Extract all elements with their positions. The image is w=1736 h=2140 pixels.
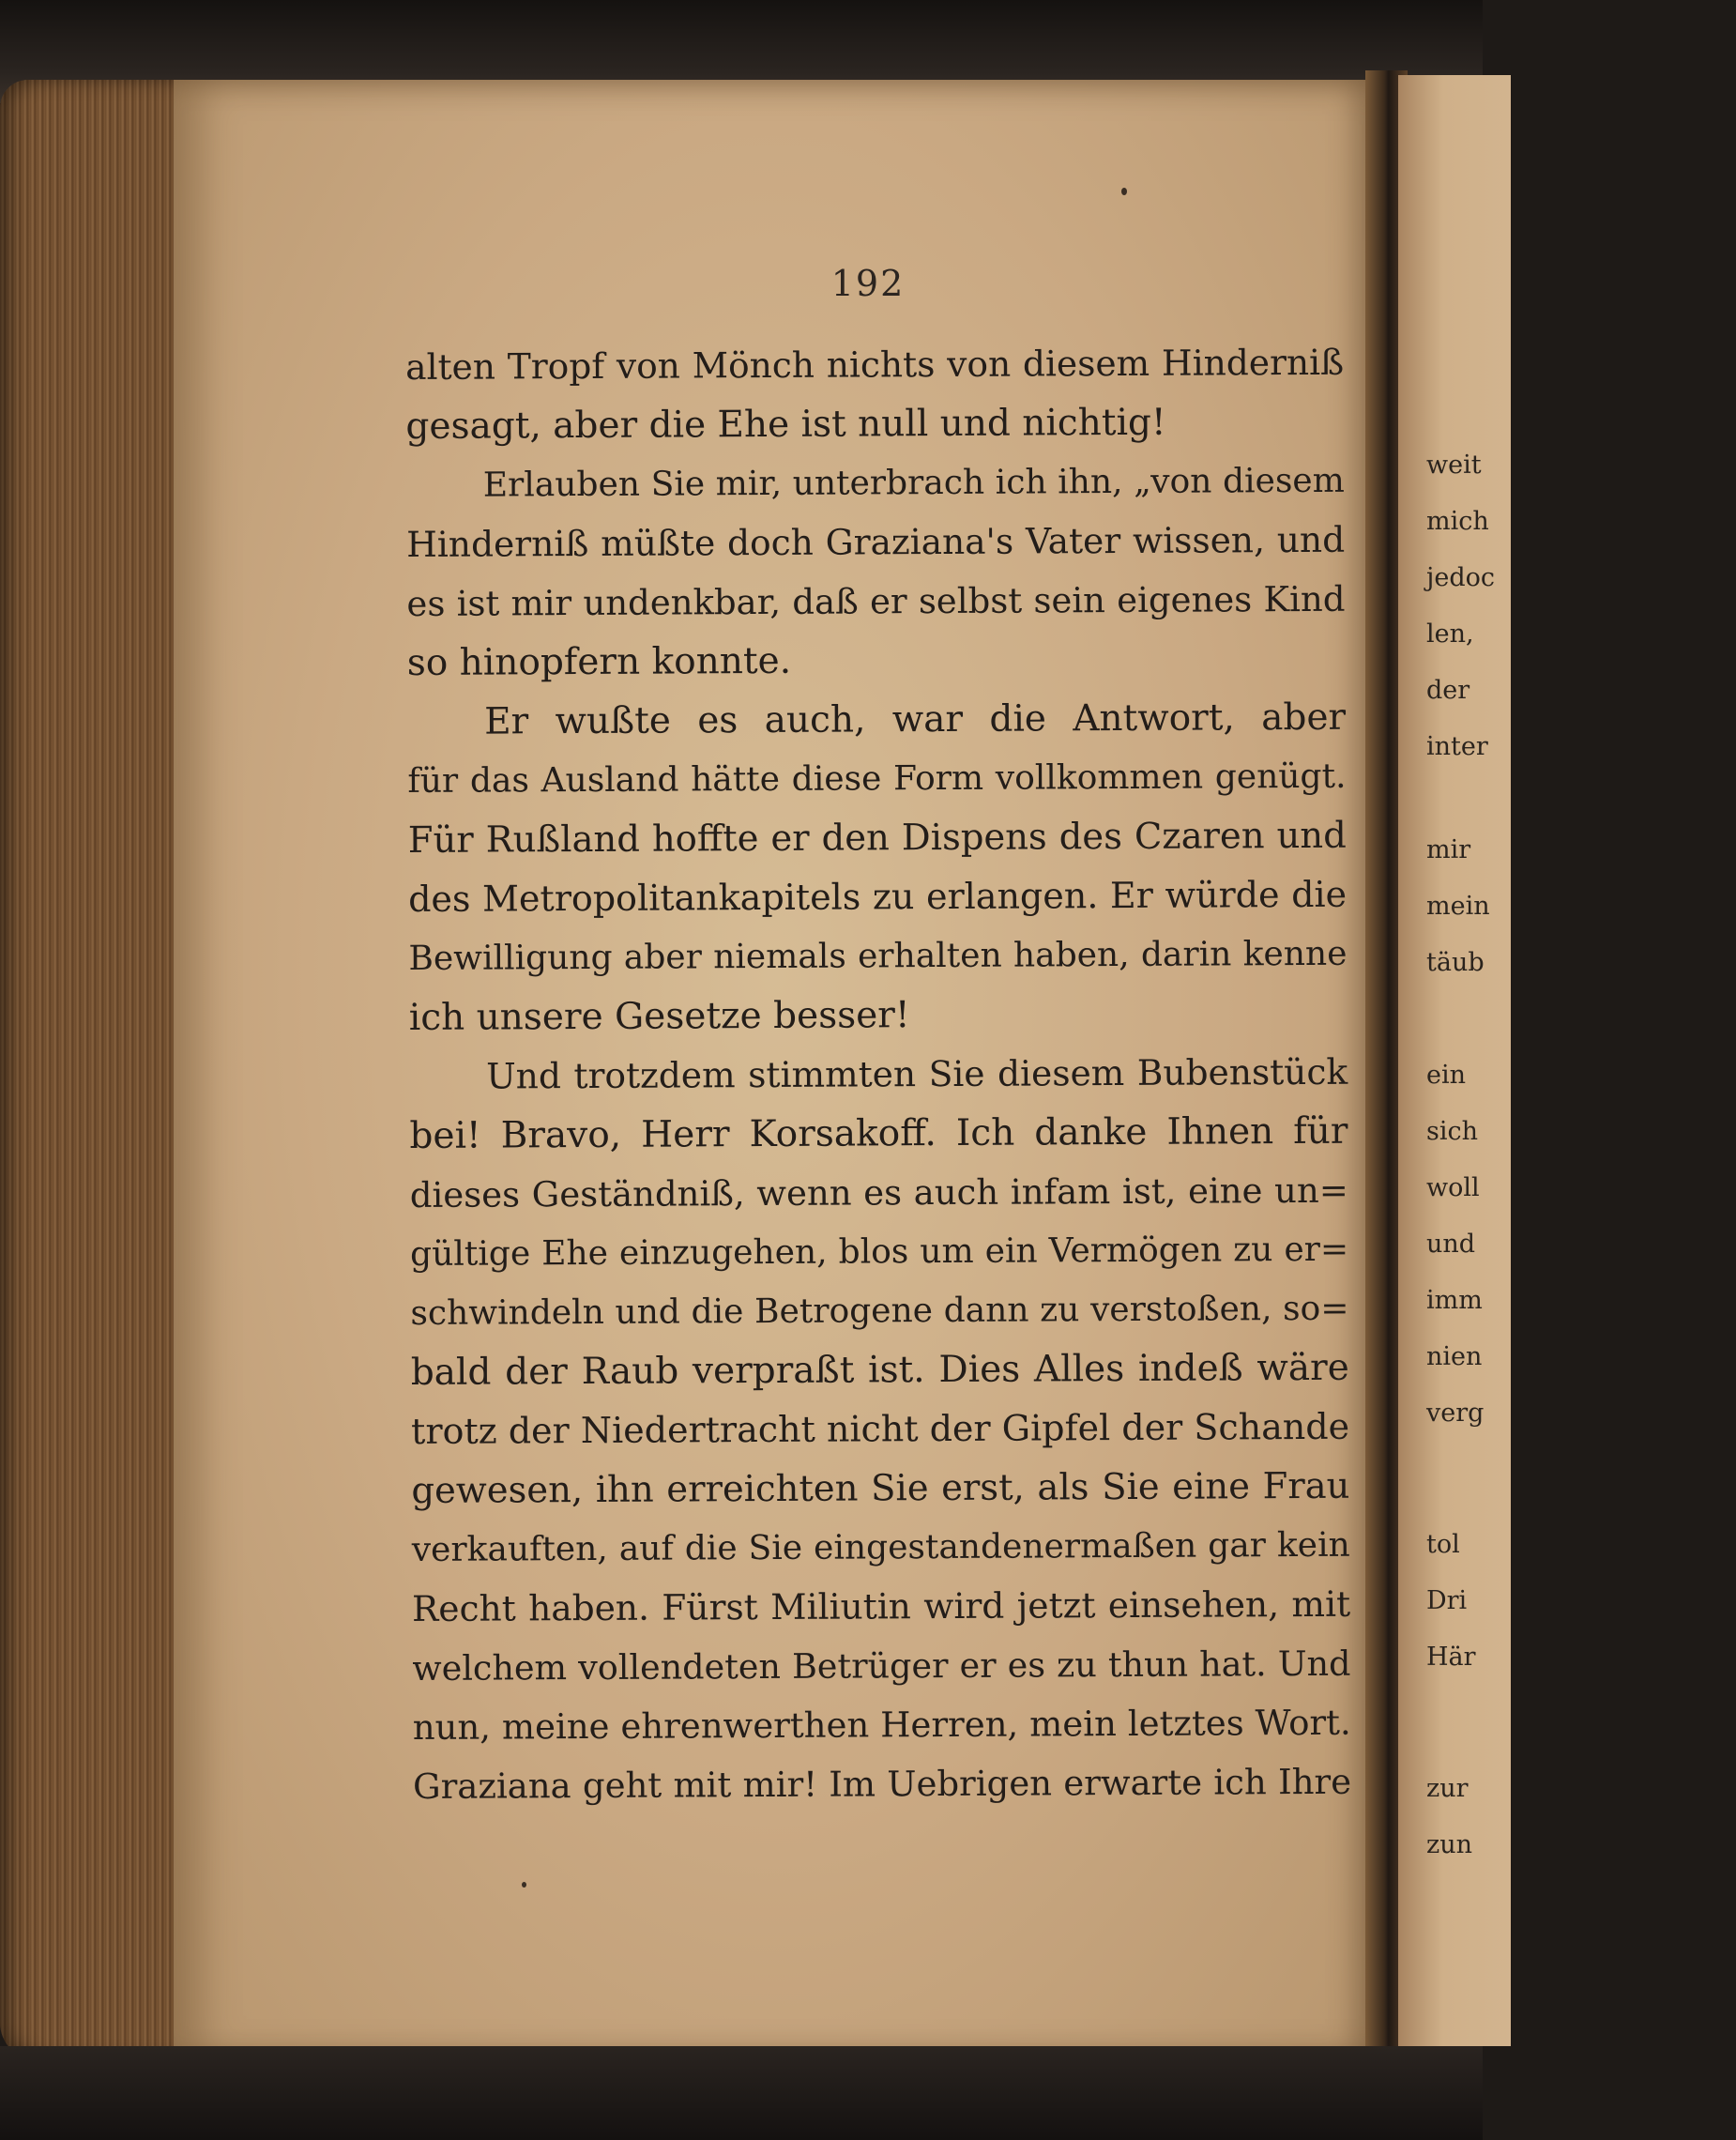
facing-page-word: tol [1426,1530,1460,1559]
page-number: 192 [830,263,906,304]
text-line: des Metropolitankapitels zu erlangen. Er würde die [408,873,1348,920]
facing-page-word: täub [1426,948,1485,977]
facing-page-word: imm [1426,1286,1483,1315]
text-line: so hinopfern konnte. [406,639,792,684]
facing-page-word: zur [1426,1774,1469,1803]
facing-page-word: weit [1426,451,1482,480]
facing-page-word: nien [1426,1342,1483,1371]
facing-page [1398,75,1511,2046]
text-line: nun, meine ehrenwerthen Herren, mein letztes Wort. [412,1702,1351,1748]
text-line: Hinderniß müßte doch Graziana's Vater wissen, und [406,518,1346,565]
text-line: ich unsere Gesetze besser! [408,994,910,1039]
facing-page-word: der [1426,676,1470,705]
text-line: verkauften, auf die Sie eingestandenermaßen gar kein [411,1525,1350,1569]
facing-page-word: mich [1426,507,1489,536]
text-line: Recht haben. Fürst Miliutin wird jetzt einsehen, mit [411,1582,1351,1629]
text-line: dieses Geständniß, wenn es auch infam ist, eine un= [409,1169,1348,1215]
text-line: gesagt, aber die Ehe ist null und nichtig! [405,401,1166,448]
facing-page-word: len, [1426,619,1474,649]
facing-page-word: woll [1426,1173,1480,1202]
text-line: schwindeln und die Betrogene dann zu verstoßen, so= [410,1289,1349,1333]
text-line: alten Tropf von Mönch nichts von diesem Hinderniß [405,341,1345,388]
paper-speck [522,1882,526,1888]
text-line: gewesen, ihn erreichten Sie erst, als Sie eine Frau [411,1464,1350,1512]
book-cover-bottom [0,2046,1483,2140]
text-line: Erlauben Sie mir, unterbrach ich ihn, „von diesem [482,461,1345,505]
body-text [405,333,1351,1816]
text-line: bei! Bravo, Herr Korsakoff. Ich danke Ihnen für [409,1109,1348,1157]
text-line: Und trotzdem stimmten Sie diesem Bubenstück [486,1050,1348,1097]
text-line: Bewilligung aber niemals erhalten haben, darin kenne [408,934,1348,978]
text-line: es ist mir undenkbar, daß er selbst sein eigenes Kind [406,578,1346,624]
paper-speck [1121,188,1127,195]
facing-page-word: sich [1426,1117,1479,1146]
facing-page-word: inter [1426,732,1488,761]
facing-page-word: zun [1426,1830,1473,1859]
facing-page-word: Dri [1426,1586,1468,1615]
facing-page-word: verg [1426,1399,1485,1428]
text-line: trotz der Niedertracht nicht der Gipfel der Schande [410,1405,1350,1452]
text-line: Er wußte es auch, war die Antwort, aber [484,696,1347,743]
text-line: Graziana geht mit mir! Im Uebrigen erwarte ich Ihre [412,1761,1352,1807]
facing-page-word: mir [1426,835,1471,864]
facing-page-word: und [1426,1230,1476,1259]
facing-page-word: jedoc [1426,563,1496,592]
facing-page-word: mein [1426,892,1490,921]
facing-page-word: Här [1426,1643,1476,1672]
text-line: welchem vollendeten Betrüger er es zu thun hat. Und [412,1643,1351,1689]
text-line: für das Ausland hätte diese Form vollkommen genügt. [407,757,1347,801]
text-line: gültige Ehe einzugehen, blos um ein Vermögen zu er= [410,1230,1349,1274]
facing-page-word: ein [1426,1061,1467,1090]
text-line: Für Rußland hoffte er den Dispens des Czaren und [407,814,1347,862]
text-line: bald der Raub verpraßt ist. Dies Alles indeß wäre [410,1346,1349,1394]
